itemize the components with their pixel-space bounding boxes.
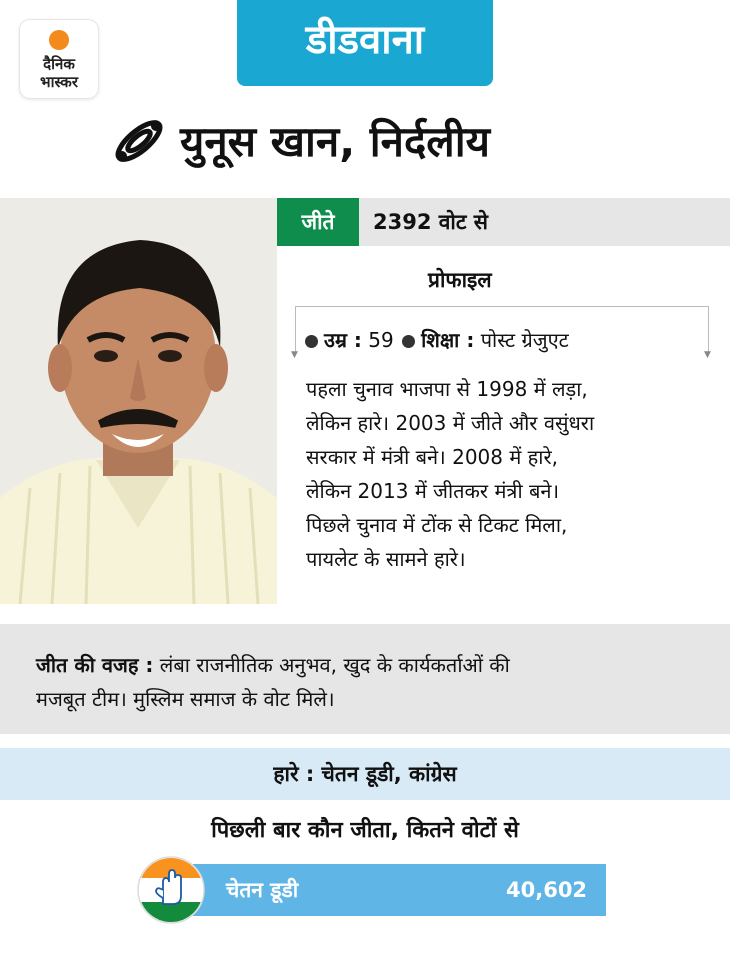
- education-label: शिक्षा :: [421, 328, 475, 352]
- sun-icon: [49, 30, 69, 50]
- bio-line: पहला चुनाव भाजपा से 1998 में लड़ा,: [306, 377, 588, 401]
- age-value: 59: [368, 328, 394, 352]
- win-reason-label: जीत की वजह :: [36, 653, 154, 677]
- education-value: पोस्ट ग्रेजुएट: [480, 328, 569, 352]
- candidate-portrait: [0, 198, 277, 604]
- congress-hand-icon: [137, 856, 205, 924]
- bullet-icon: [402, 335, 415, 348]
- profile-facts: [305, 326, 569, 353]
- profile-title: प्रोफाइल: [428, 268, 492, 292]
- win-reason-line-1: [36, 648, 706, 682]
- win-reason: [36, 648, 706, 716]
- previous-winner-name: चेतन डूडी: [226, 878, 299, 902]
- bullet-icon: [305, 335, 318, 348]
- bio-line: पायलेट के सामने हारे।: [306, 547, 466, 571]
- bio-line: पिछले चुनाव में टोंक से टिकट मिला,: [306, 513, 568, 537]
- bio-line: लेकिन 2013 में जीतकर मंत्री बने।: [306, 479, 560, 503]
- previous-winner-title: पिछली बार कौन जीता, कितने वोटों से: [211, 818, 519, 843]
- logo-text-2: भास्कर: [40, 73, 78, 91]
- won-margin: 2392 वोट से: [373, 210, 488, 234]
- win-reason-text-2: मजबूत टीम। मुस्लिम समाज के वोट मिले।: [36, 687, 335, 711]
- arrow-down-icon: ▼: [704, 350, 711, 360]
- previous-winner-votes: 40,602: [506, 878, 588, 902]
- age-label: उम्र :: [324, 328, 362, 352]
- win-reason-text-1: लंबा राजनीतिक अनुभव, खुद के कार्यकर्ताओं की: [153, 653, 510, 677]
- constituency-banner: डीडवाना: [237, 0, 493, 86]
- won-tag: जीते: [277, 198, 359, 246]
- election-symbol-icon: [108, 110, 170, 172]
- logo-text-1: दैनिक: [43, 55, 75, 73]
- profile-bio: [306, 372, 716, 576]
- arrow-down-icon: ▼: [291, 350, 298, 360]
- lost-candidate: हारे : चेतन डूडी, कांग्रेस: [0, 748, 730, 800]
- bio-line: लेकिन हारे। 2003 में जीते और वसुंधरा: [306, 411, 595, 435]
- bio-line: सरकार में मंत्री बने। 2008 में हारे,: [306, 445, 559, 469]
- candidate-headline: युनूस खान, निर्दलीय: [180, 117, 491, 166]
- dainik-bhaskar-logo: [20, 20, 98, 98]
